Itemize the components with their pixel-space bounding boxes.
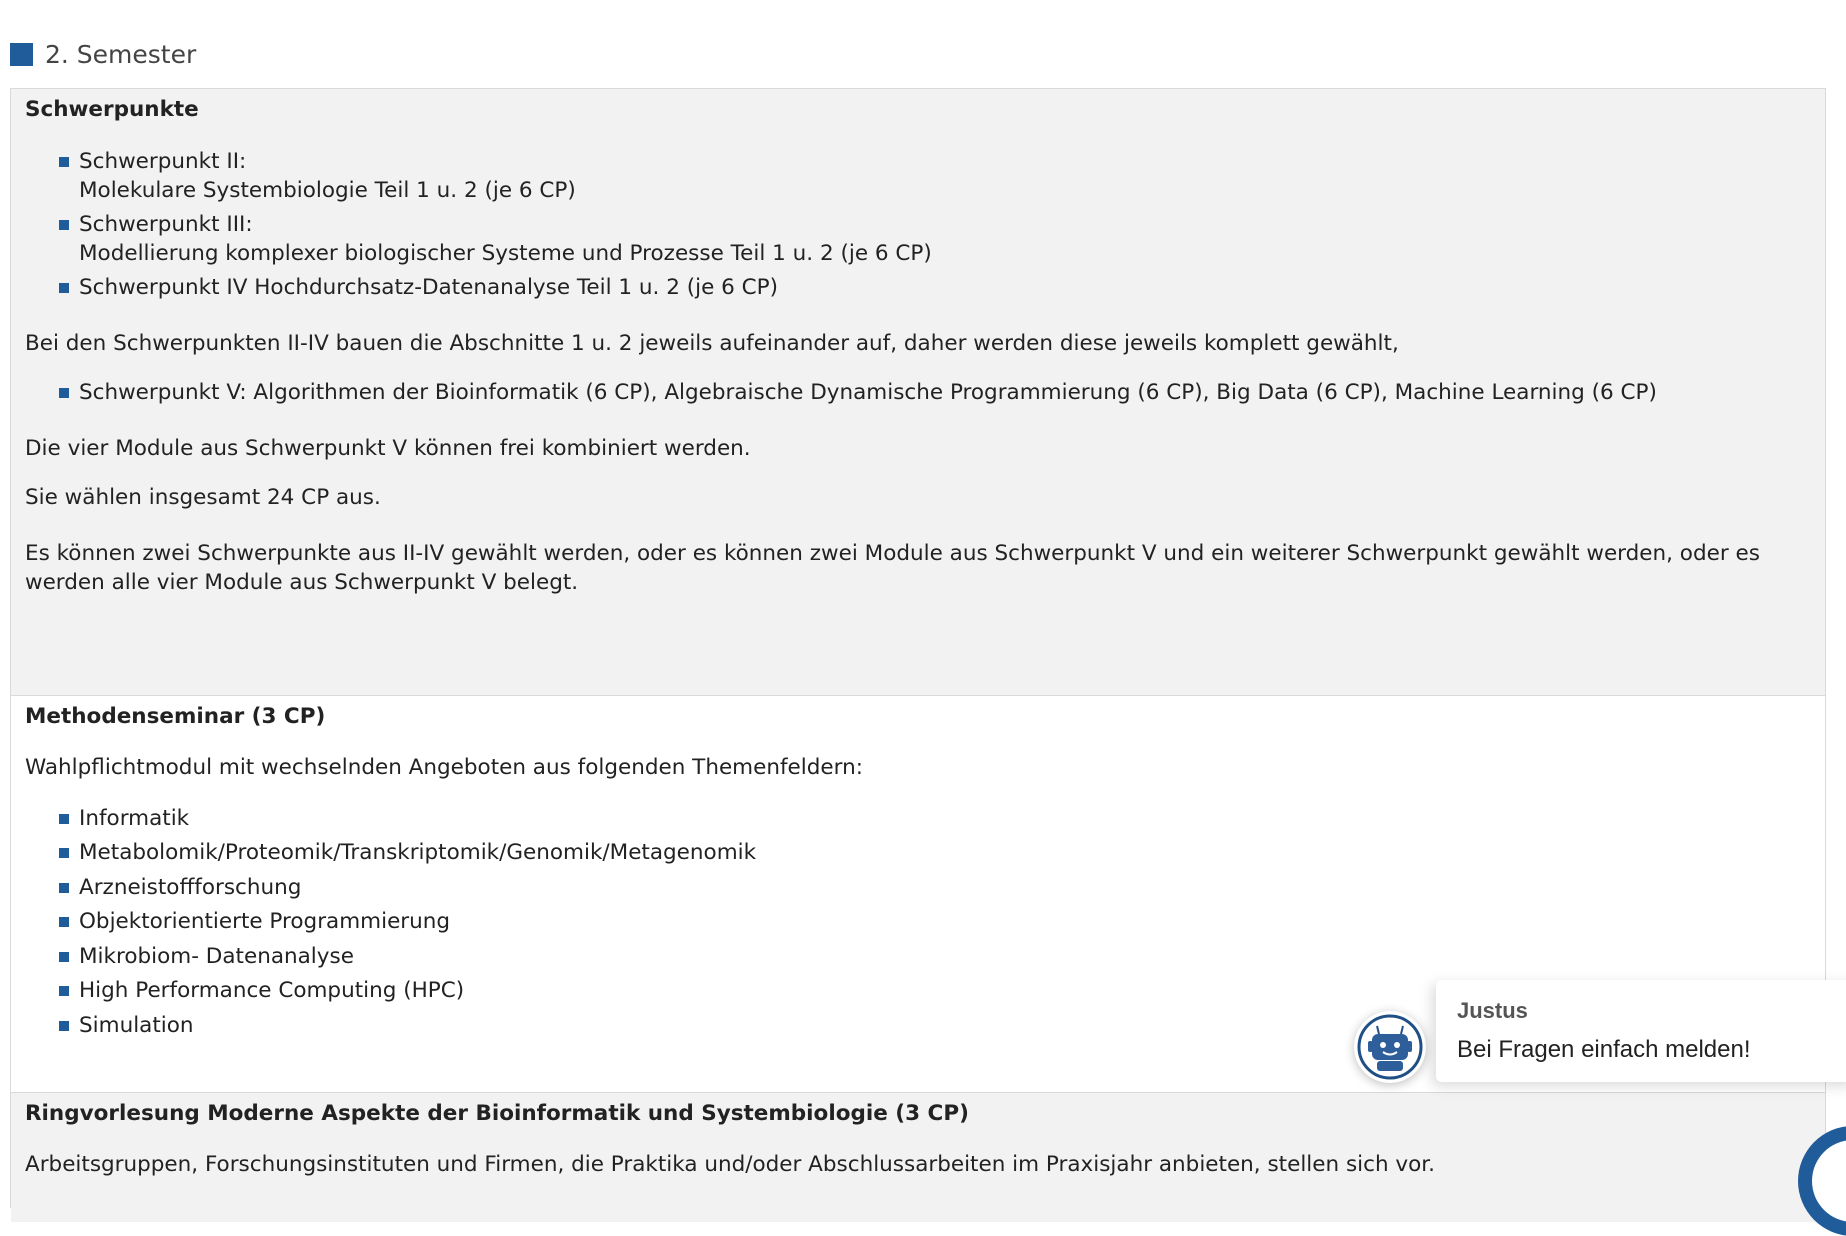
schwerpunkte-row [11, 89, 1825, 696]
chatbot-avatar[interactable] [1354, 1011, 1426, 1083]
paragraph: Sie wählen insgesamt 24 CP aus. [25, 485, 381, 510]
list-item: Schwerpunkt IV Hochdurchsatz-Datenanalyse Teil 1 u. 2 (je 6 CP) [79, 275, 779, 300]
bullet-icon [59, 283, 69, 293]
list-item: Informatik [79, 806, 190, 831]
bullet-icon [59, 848, 69, 858]
ringvorlesung-title: Ringvorlesung Moderne Aspekte der Bioinformatik und Systembiologie (3 CP) [25, 1101, 969, 1126]
chat-sender-name: Justus [1457, 998, 1528, 1023]
chat-message: Bei Fragen einfach melden! [1457, 1036, 1751, 1063]
list-item: High Performance Computing (HPC) [79, 978, 465, 1003]
list-item: Objektorientierte Programmierung [79, 909, 451, 934]
paragraph: Es können zwei Schwerpunkte aus II-IV gewählt werden, oder es können zwei Module aus Schwerpunkt V und ein weiterer Schwerpunkt gewählt werden, oder es werden alle vier Module aus Schwerpunkt V belegt. [25, 541, 1760, 595]
paragraph: Arbeitsgruppen, Forschungsinstituten und Firmen, die Praktika und/oder Abschlussarbeiten im Praxisjahr anbieten, stellen sich vor. [25, 1152, 1436, 1177]
schwerpunkte-title: Schwerpunkte [25, 97, 199, 122]
paragraph: Bei den Schwerpunkten II-IV bauen die Abschnitte 1 u. 2 jeweils aufeinander auf, daher werden diese jeweils komplett gewählt, [25, 331, 1399, 356]
bullet-icon [59, 883, 69, 893]
heading-square-icon [10, 43, 33, 66]
bullet-icon [59, 986, 69, 996]
ringvorlesung-row [11, 1092, 1825, 1222]
list-item: Schwerpunkt III: Modellierung komplexer biologischer Systeme und Prozesse Teil 1 u. 2 (je 6 CP) [79, 212, 932, 266]
bullet-icon [59, 814, 69, 824]
bullet-icon [59, 952, 69, 962]
paragraph: Wahlpflichtmodul mit wechselnden Angeboten aus folgenden Themenfeldern: [25, 755, 863, 780]
bullet-icon [59, 1021, 69, 1031]
paragraph: Die vier Module aus Schwerpunkt V können frei kombiniert werden. [25, 436, 751, 461]
robot-icon [1357, 1014, 1423, 1080]
methodenseminar-title: Methodenseminar (3 CP) [25, 704, 326, 729]
list-item: Metabolomik/Proteomik/Transkriptomik/Genomik/Metagenomik [79, 840, 757, 865]
list-item: Arzneistoffforschung [79, 875, 302, 900]
bullet-icon [59, 157, 69, 167]
section-title: 2. Semester [45, 39, 197, 69]
list-item: Mikrobiom- Datenanalyse [79, 944, 354, 969]
list-item: Schwerpunkt II: Molekulare Systembiologie Teil 1 u. 2 (je 6 CP) [79, 149, 576, 203]
chat-launcher-icon [1812, 1140, 1846, 1222]
chat-bubble[interactable] [1436, 980, 1846, 1082]
section-heading [10, 38, 196, 70]
list-item: Schwerpunkt V: Algorithmen der Bioinformatik (6 CP), Algebraische Dynamische Programmierung (6 CP), Big Data (6 CP), Machine Learning (6 CP) [79, 380, 1657, 405]
bullet-icon [59, 917, 69, 927]
list-item: Simulation [79, 1013, 194, 1038]
bullet-icon [59, 220, 69, 230]
bullet-icon [59, 388, 69, 398]
